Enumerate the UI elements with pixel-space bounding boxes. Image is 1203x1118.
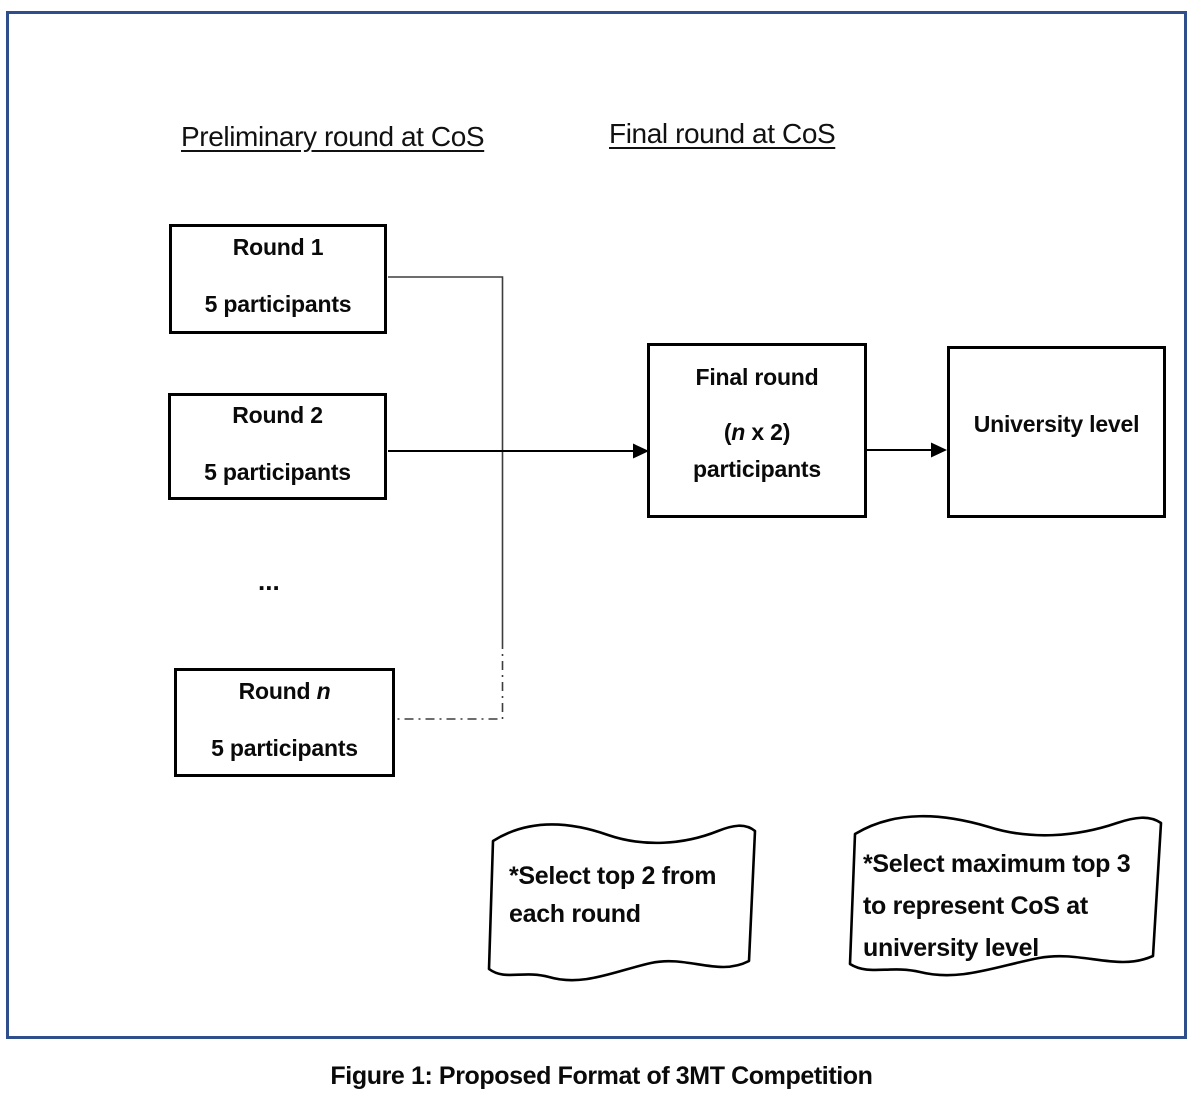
final-to-university-arrowhead-icon bbox=[931, 443, 947, 458]
preliminary-round-heading: Preliminary round at CoS bbox=[181, 121, 485, 152]
round-n-title bbox=[239, 678, 331, 705]
note1-line2: each round bbox=[509, 900, 641, 928]
round-n-participants: 5 participants bbox=[211, 734, 358, 761]
note2-line1: *Select maximum top 3 bbox=[863, 850, 1131, 878]
round2-participants: 5 participants bbox=[204, 458, 351, 485]
final-round-count-variable: n bbox=[731, 419, 746, 445]
note1-text bbox=[509, 857, 716, 933]
university-level-title: University level bbox=[973, 410, 1140, 437]
note2-text bbox=[863, 843, 1130, 969]
round1-elbow-connector-line bbox=[388, 277, 503, 640]
university-level-box bbox=[947, 346, 1166, 518]
final-round-title: Final round bbox=[695, 364, 819, 390]
note2-line3: university level bbox=[863, 934, 1039, 962]
final-round-count-rest: x 2) bbox=[745, 419, 791, 445]
figure-caption: Figure 1: Proposed Format of 3MT Competition bbox=[330, 1062, 873, 1090]
round1-title: Round 1 bbox=[232, 234, 324, 260]
round-n-dashdot-connector-line bbox=[395, 640, 503, 719]
final-round-count-open: ( bbox=[723, 419, 732, 445]
final-round-participants: participants bbox=[693, 456, 821, 482]
note1-line1: *Select top 2 from bbox=[509, 862, 717, 890]
round-n-box bbox=[174, 668, 395, 777]
round2-box bbox=[168, 393, 387, 500]
final-round-count bbox=[724, 419, 790, 446]
round1-box bbox=[169, 224, 387, 334]
round2-title: Round 2 bbox=[232, 401, 323, 428]
round1-participants: 5 participants bbox=[204, 291, 352, 317]
rounds-ellipsis: ... bbox=[258, 566, 280, 596]
final-round-box bbox=[647, 343, 867, 518]
final-round-heading: Final round at CoS bbox=[609, 118, 836, 149]
note2-line2: to represent CoS at bbox=[863, 892, 1088, 920]
round-n-title-variable: n bbox=[316, 677, 331, 704]
round-n-title-prefix: Round bbox=[238, 677, 317, 704]
